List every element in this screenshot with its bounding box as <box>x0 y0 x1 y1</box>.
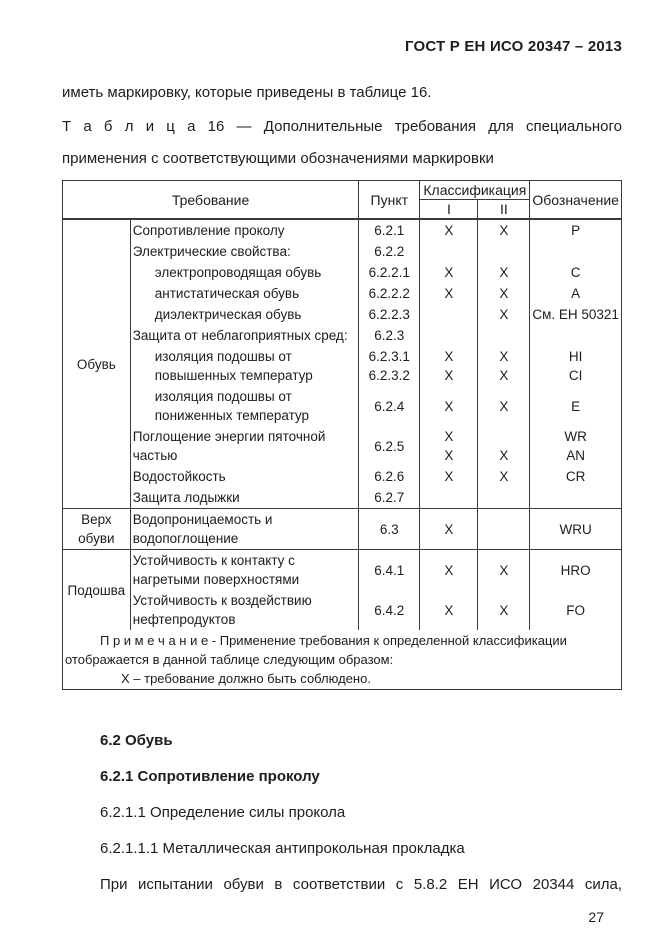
cell-trebovanie: Водопроницаемость и водопоглощение <box>130 509 358 550</box>
cell-oboznachenie: CR <box>530 466 622 487</box>
col-header-klassifikaciya: Классификация <box>420 181 530 200</box>
cell-trebovanie: Поглощение энергии пяточной частью <box>130 426 358 466</box>
section-heading-6-2: 6.2 Обувь <box>100 732 173 749</box>
cell-trebovanie: изоляция подошвы от повышенных температур <box>130 346 358 386</box>
cell-oboznachenie: HRO <box>530 550 622 591</box>
cell-trebovanie: Устойчивость к воздействию нефтепродуктов <box>130 590 358 630</box>
cell-class-2: X <box>478 426 530 466</box>
table-row <box>63 590 622 630</box>
cell-class-1: X <box>420 283 478 304</box>
cell-punkt: 6.3 <box>359 509 420 550</box>
cell-class-2 <box>478 509 530 550</box>
cell-trebovanie: Устойчивость к контакту с нагретыми поверхностями <box>130 550 358 591</box>
group-label: Обувь <box>63 219 131 509</box>
cell-punkt: 6.2.2.3 <box>359 304 420 325</box>
page-number: 27 <box>588 909 604 925</box>
doc-header: ГОСТ Р ЕН ИСО 20347 – 2013 <box>405 38 622 55</box>
cell-class-2: X <box>478 466 530 487</box>
table-row <box>63 509 622 550</box>
cell-trebovanie: Электрические свойства: <box>130 241 358 262</box>
table-body <box>63 219 622 630</box>
cell-oboznachenie: HI CI <box>530 346 622 386</box>
table-row <box>63 386 622 426</box>
note-line-2: отображается в данной таблице следующим образом: <box>65 652 394 667</box>
cell-class-1: X X <box>420 426 478 466</box>
cell-class-2: X <box>478 262 530 283</box>
cell-oboznachenie <box>530 487 622 509</box>
cell-punkt: 6.2.2.1 <box>359 262 420 283</box>
cell-class-1: X <box>420 262 478 283</box>
group-label: Верх обуви <box>63 509 131 550</box>
table-row <box>63 283 622 304</box>
section-heading-6-2-1-1-1: 6.2.1.1.1 Металлическая антипрокольная прокладка <box>100 840 465 857</box>
cell-oboznachenie: См. ЕН 50321 <box>530 304 622 325</box>
cell-class-2: X <box>478 386 530 426</box>
cell-trebovanie: Защита от неблагоприятных сред: <box>130 325 358 346</box>
cell-oboznachenie: P <box>530 219 622 241</box>
cell-class-2 <box>478 487 530 509</box>
table-row <box>63 466 622 487</box>
cell-class-2 <box>478 241 530 262</box>
cell-class-1: X <box>420 509 478 550</box>
col-header-trebovanie: Требование <box>63 181 359 220</box>
body-paragraph: При испытании обуви в соответствии с 5.8.2 ЕН ИСО 20344 сила, <box>100 876 622 893</box>
cell-class-2: X <box>478 590 530 630</box>
page-content <box>62 0 622 925</box>
section-heading-6-2-1-1: 6.2.1.1 Определение силы прокола <box>100 804 346 821</box>
col-header-oboznachenie: Обозначение <box>530 181 622 220</box>
cell-trebovanie: Сопротивление проколу <box>130 219 358 241</box>
cell-trebovanie: антистатическая обувь <box>130 283 358 304</box>
cell-class-2: X <box>478 283 530 304</box>
cell-punkt: 6.2.7 <box>359 487 420 509</box>
table-note <box>63 630 622 690</box>
cell-class-1 <box>420 487 478 509</box>
cell-trebovanie: Водостойкость <box>130 466 358 487</box>
cell-punkt: 6.2.2 <box>359 241 420 262</box>
cell-punkt: 6.2.3 <box>359 325 420 346</box>
table-caption-line2: применения с соответствующими обозначениями маркировки <box>62 150 494 167</box>
group-label: Подошва <box>63 550 131 631</box>
cell-oboznachenie <box>530 325 622 346</box>
cell-class-1: X <box>420 219 478 241</box>
cell-trebovanie: Защита лодыжки <box>130 487 358 509</box>
table-header <box>63 181 622 220</box>
table-row <box>63 325 622 346</box>
cell-punkt: 6.2.3.1 6.2.3.2 <box>359 346 420 386</box>
table-row <box>63 346 622 386</box>
cell-trebovanie: диэлектрическая обувь <box>130 304 358 325</box>
table-row <box>63 304 622 325</box>
intro-paragraph: иметь маркировку, которые приведены в таблице 16. <box>62 84 432 101</box>
cell-class-2: X <box>478 304 530 325</box>
cell-punkt: 6.2.2.2 <box>359 283 420 304</box>
cell-punkt: 6.2.6 <box>359 466 420 487</box>
cell-oboznachenie: WR AN <box>530 426 622 466</box>
cell-class-1: X <box>420 466 478 487</box>
cell-oboznachenie <box>530 241 622 262</box>
cell-class-2 <box>478 325 530 346</box>
table-row <box>63 487 622 509</box>
note-line-1: П р и м е ч а н и е - Применение требования к определенной классификации <box>100 633 567 648</box>
table-row <box>63 426 622 466</box>
cell-class-1: X <box>420 386 478 426</box>
cell-oboznachenie: C <box>530 262 622 283</box>
requirements-table <box>62 180 622 690</box>
cell-class-1 <box>420 304 478 325</box>
cell-oboznachenie: A <box>530 283 622 304</box>
cell-class-2: X <box>478 219 530 241</box>
section-heading-6-2-1: 6.2.1 Сопротивление проколу <box>100 768 320 785</box>
table-caption-line1: Т а б л и ц а 16 — Дополнительные требования для специального <box>62 118 622 135</box>
col-header-class-1: I <box>420 200 478 220</box>
cell-class-1: X <box>420 550 478 591</box>
cell-class-1: X <box>420 590 478 630</box>
cell-punkt: 6.2.1 <box>359 219 420 241</box>
table-row <box>63 241 622 262</box>
cell-class-1 <box>420 241 478 262</box>
table-row <box>63 219 622 241</box>
cell-punkt: 6.2.5 <box>359 426 420 466</box>
col-header-punkt: Пункт <box>359 181 420 220</box>
cell-trebovanie: электропроводящая обувь <box>130 262 358 283</box>
cell-punkt: 6.4.2 <box>359 590 420 630</box>
cell-oboznachenie: E <box>530 386 622 426</box>
cell-oboznachenie: WRU <box>530 509 622 550</box>
cell-class-1 <box>420 325 478 346</box>
cell-punkt: 6.2.4 <box>359 386 420 426</box>
cell-oboznachenie: FO <box>530 590 622 630</box>
col-header-class-2: II <box>478 200 530 220</box>
table-row <box>63 262 622 283</box>
cell-class-1: X X <box>420 346 478 386</box>
note-line-3: Х – требование должно быть соблюдено. <box>121 671 371 686</box>
cell-class-2: X <box>478 550 530 591</box>
cell-class-2: X X <box>478 346 530 386</box>
table-row <box>63 550 622 591</box>
cell-trebovanie: изоляция подошвы от пониженных температур <box>130 386 358 426</box>
cell-punkt: 6.4.1 <box>359 550 420 591</box>
